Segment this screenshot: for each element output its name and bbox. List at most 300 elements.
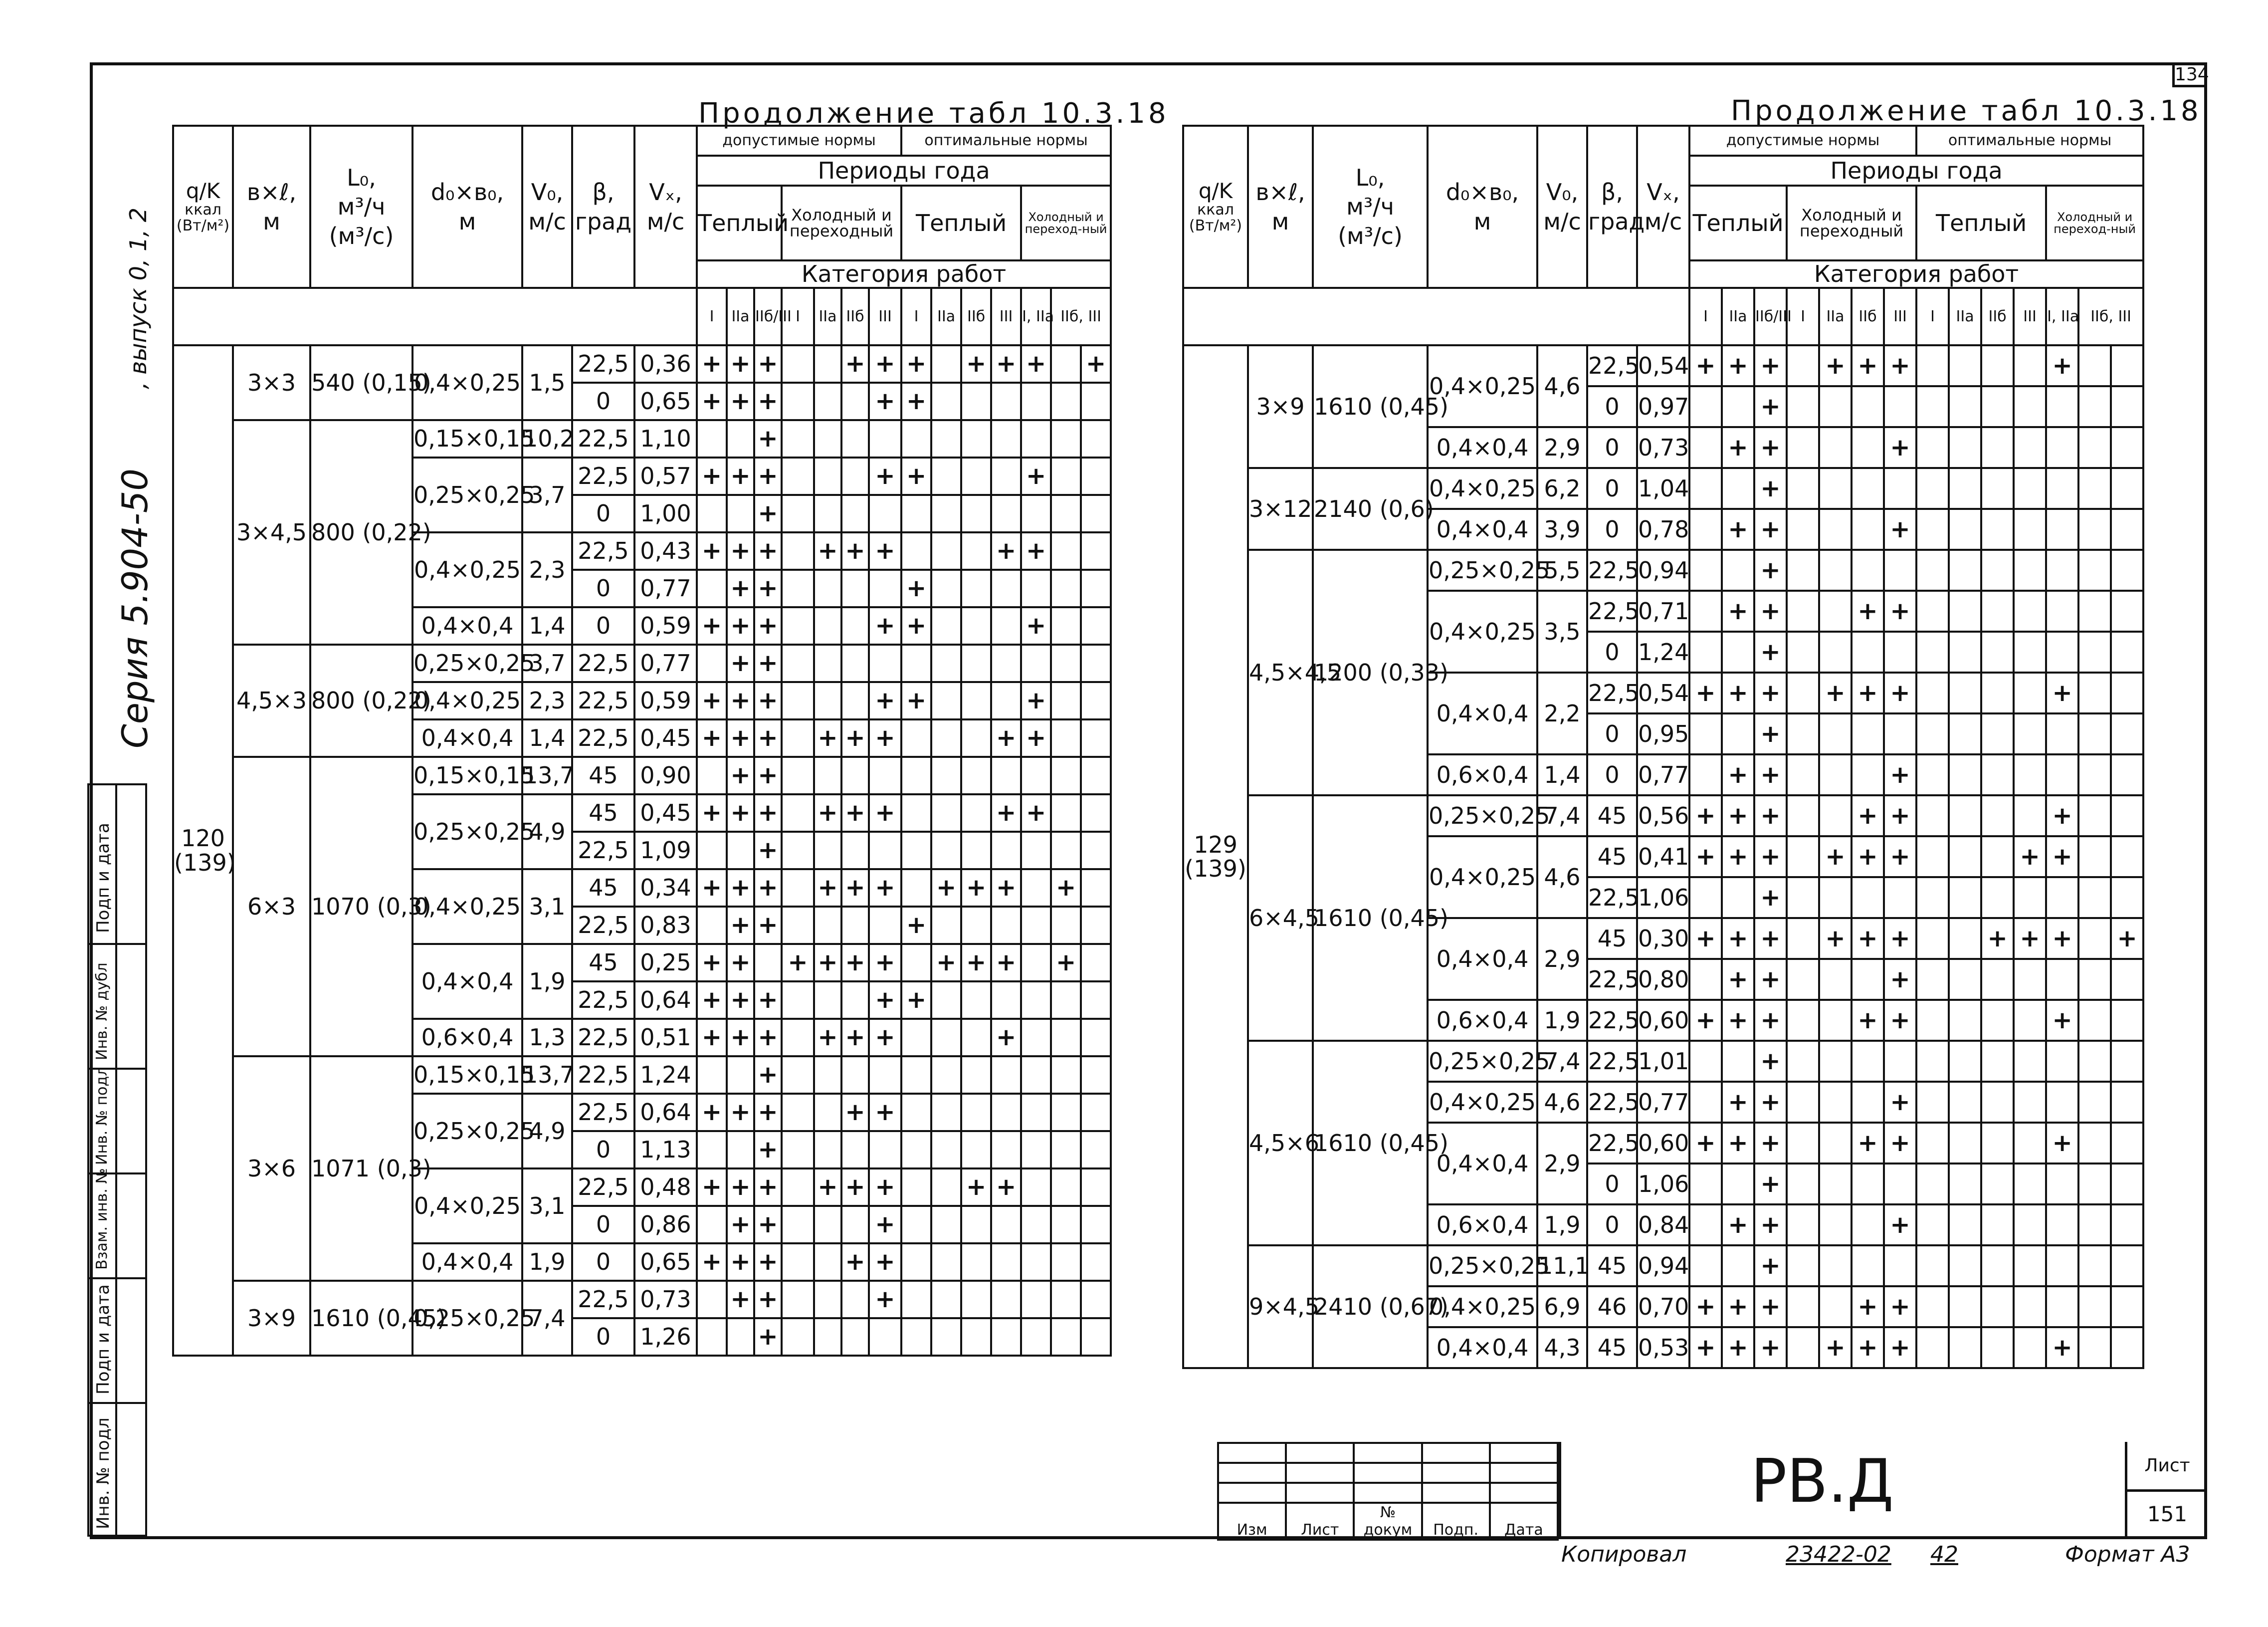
compliance-mark bbox=[961, 832, 991, 869]
table-row bbox=[1183, 550, 2143, 591]
compliance-mark bbox=[1916, 1082, 1949, 1123]
angle-cell: 46 bbox=[1587, 1286, 1637, 1327]
velocity0-cell: 2,3 bbox=[522, 682, 572, 719]
header-bl-part: м bbox=[263, 208, 280, 235]
compliance-mark bbox=[1916, 1245, 1949, 1286]
compliance-mark: + bbox=[869, 944, 901, 981]
compliance-mark: + bbox=[2046, 345, 2078, 386]
category-cell: I bbox=[1689, 288, 1722, 345]
compliance-mark: + bbox=[697, 383, 727, 420]
velocity0-cell: 1,9 bbox=[522, 944, 572, 1019]
compliance-mark bbox=[782, 345, 814, 383]
velocity0-cell: 4,9 bbox=[522, 794, 572, 869]
compliance-mark: + bbox=[1722, 795, 1754, 836]
compliance-mark bbox=[991, 907, 1021, 944]
compliance-mark bbox=[2078, 632, 2111, 673]
velocity-x-cell: 1,10 bbox=[634, 420, 697, 458]
compliance-mark bbox=[841, 1318, 869, 1356]
nozzle-cell: 0,4×0,25 bbox=[412, 345, 522, 420]
velocity-x-cell: 1,04 bbox=[1637, 468, 1689, 509]
compliance-mark bbox=[1852, 959, 1884, 1000]
angle-cell: 22,5 bbox=[572, 682, 634, 719]
nozzle-cell: 0,4×0,4 bbox=[412, 944, 522, 1019]
compliance-mark: + bbox=[869, 1168, 901, 1206]
compliance-mark bbox=[869, 1131, 901, 1168]
compliance-mark bbox=[1689, 959, 1722, 1000]
compliance-mark bbox=[991, 1131, 1021, 1168]
compliance-mark bbox=[2078, 591, 2111, 632]
compliance-mark bbox=[1051, 458, 1081, 495]
compliance-mark: + bbox=[1081, 345, 1111, 383]
angle-cell: 22,5 bbox=[1587, 673, 1637, 713]
compliance-mark bbox=[697, 1281, 727, 1318]
header-lo-part: (м³/с) bbox=[1338, 222, 1403, 249]
compliance-mark bbox=[2111, 1082, 2143, 1123]
compliance-mark: + bbox=[754, 1206, 782, 1243]
angle-cell: 0 bbox=[572, 1131, 634, 1168]
compliance-mark bbox=[1051, 1056, 1081, 1094]
compliance-mark bbox=[931, 719, 961, 757]
compliance-mark: + bbox=[1884, 673, 1916, 713]
compliance-mark bbox=[1916, 795, 1949, 836]
compliance-mark: + bbox=[727, 944, 754, 981]
compliance-mark bbox=[782, 495, 814, 532]
velocity-x-cell: 1,06 bbox=[1637, 1163, 1689, 1204]
velocity-x-cell: 0,60 bbox=[1637, 1000, 1689, 1041]
compliance-mark bbox=[1852, 1245, 1884, 1286]
compliance-mark bbox=[991, 1206, 1021, 1243]
velocity0-cell: 1,5 bbox=[522, 345, 572, 420]
corner-sheet-number: 134 bbox=[2172, 62, 2207, 87]
compliance-mark bbox=[814, 832, 841, 869]
compliance-mark bbox=[1021, 869, 1051, 907]
angle-cell: 0 bbox=[572, 1206, 634, 1243]
nozzle-cell: 0,25×0,25 bbox=[1428, 795, 1537, 836]
compliance-mark bbox=[1949, 1082, 1981, 1123]
compliance-mark bbox=[931, 458, 961, 495]
velocity-x-cell: 0,43 bbox=[634, 532, 697, 570]
compliance-mark bbox=[1852, 468, 1884, 509]
compliance-mark bbox=[2078, 918, 2111, 959]
compliance-mark: + bbox=[1884, 591, 1916, 632]
compliance-mark: + bbox=[901, 682, 931, 719]
compliance-mark: + bbox=[2046, 673, 2078, 713]
angle-cell: 22,5 bbox=[572, 719, 634, 757]
compliance-mark bbox=[1981, 795, 2014, 836]
drawing-code: РВ.Д bbox=[1751, 1447, 1894, 1516]
compliance-mark bbox=[2111, 836, 2143, 877]
compliance-mark bbox=[2046, 591, 2078, 632]
compliance-mark: + bbox=[727, 682, 754, 719]
compliance-mark: + bbox=[697, 682, 727, 719]
compliance-mark: + bbox=[869, 383, 901, 420]
table-row bbox=[1183, 345, 2143, 386]
compliance-mark bbox=[869, 420, 901, 458]
compliance-mark: + bbox=[727, 1168, 754, 1206]
compliance-mark bbox=[1081, 907, 1111, 944]
size-cell: 4,5×6 bbox=[1248, 1041, 1313, 1245]
compliance-mark: + bbox=[961, 345, 991, 383]
header-beta-part: град bbox=[575, 208, 632, 235]
compliance-mark: + bbox=[1689, 1327, 1722, 1368]
compliance-mark bbox=[1051, 1318, 1081, 1356]
compliance-mark bbox=[697, 495, 727, 532]
header-lo-part: L₀, bbox=[347, 164, 376, 192]
compliance-mark bbox=[1949, 591, 1981, 632]
compliance-mark: + bbox=[1754, 1082, 1787, 1123]
header-optimal: оптимальные нормы bbox=[901, 126, 1111, 156]
compliance-mark: + bbox=[2014, 836, 2046, 877]
compliance-mark: + bbox=[1021, 682, 1051, 719]
compliance-mark: + bbox=[754, 1094, 782, 1131]
compliance-mark bbox=[1051, 981, 1081, 1019]
compliance-mark bbox=[727, 420, 754, 458]
velocity-x-cell: 0,71 bbox=[1637, 591, 1689, 632]
compliance-mark: + bbox=[754, 1281, 782, 1318]
compliance-mark bbox=[2078, 1163, 2111, 1204]
compliance-mark bbox=[931, 1206, 961, 1243]
velocity0-cell: 4,9 bbox=[522, 1094, 572, 1168]
compliance-mark bbox=[1051, 1019, 1081, 1056]
compliance-mark: + bbox=[1021, 794, 1051, 832]
compliance-mark: + bbox=[1884, 1327, 1916, 1368]
compliance-mark bbox=[1689, 591, 1722, 632]
compliance-mark bbox=[2014, 1327, 2046, 1368]
compliance-mark bbox=[2046, 1245, 2078, 1286]
compliance-mark: + bbox=[841, 345, 869, 383]
compliance-mark bbox=[961, 794, 991, 832]
compliance-mark bbox=[1689, 1204, 1722, 1245]
compliance-mark bbox=[991, 1243, 1021, 1281]
header-dob-part: м bbox=[1473, 208, 1491, 235]
compliance-mark bbox=[961, 1281, 991, 1318]
airflow-cell: 1610 (0,45) bbox=[1313, 345, 1428, 468]
nozzle-cell: 0,4×0,4 bbox=[1428, 427, 1537, 468]
compliance-mark: + bbox=[754, 383, 782, 420]
compliance-mark bbox=[2014, 673, 2046, 713]
compliance-mark: + bbox=[1884, 1286, 1916, 1327]
compliance-mark bbox=[991, 757, 1021, 794]
compliance-mark bbox=[814, 495, 841, 532]
compliance-mark: + bbox=[1884, 1204, 1916, 1245]
compliance-mark bbox=[1021, 420, 1051, 458]
compliance-mark bbox=[961, 607, 991, 645]
compliance-mark bbox=[841, 907, 869, 944]
nozzle-cell: 0,4×0,4 bbox=[1428, 918, 1537, 1000]
compliance-mark bbox=[931, 420, 961, 458]
compliance-mark bbox=[901, 1131, 931, 1168]
compliance-mark bbox=[841, 1206, 869, 1243]
compliance-mark: + bbox=[1884, 1082, 1916, 1123]
compliance-mark bbox=[1916, 1163, 1949, 1204]
compliance-mark bbox=[1021, 981, 1051, 1019]
compliance-mark: + bbox=[697, 944, 727, 981]
category-cell: IIа bbox=[1819, 288, 1852, 345]
compliance-mark bbox=[1689, 550, 1722, 591]
compliance-mark bbox=[1819, 1286, 1852, 1327]
compliance-mark bbox=[901, 1094, 931, 1131]
compliance-mark: + bbox=[2014, 918, 2046, 959]
compliance-mark bbox=[2014, 959, 2046, 1000]
compliance-mark bbox=[1051, 607, 1081, 645]
compliance-mark bbox=[901, 719, 931, 757]
angle-cell: 0 bbox=[1587, 427, 1637, 468]
header-bl-part: в×ℓ, bbox=[246, 179, 297, 206]
signature-grid bbox=[1217, 1442, 1559, 1539]
angle-cell: 22,5 bbox=[572, 532, 634, 570]
compliance-mark bbox=[1949, 550, 1981, 591]
velocity-x-cell: 1,00 bbox=[634, 495, 697, 532]
velocity-x-cell: 0,34 bbox=[634, 869, 697, 907]
compliance-mark: + bbox=[814, 719, 841, 757]
velocity0-cell: 2,3 bbox=[522, 532, 572, 607]
header-lo-part: м³/ч bbox=[337, 193, 386, 221]
compliance-mark bbox=[931, 383, 961, 420]
velocity0-cell: 6,2 bbox=[1537, 468, 1587, 509]
q-value-cell bbox=[1183, 345, 1248, 1368]
compliance-mark bbox=[1819, 468, 1852, 509]
compliance-mark: + bbox=[754, 1318, 782, 1356]
compliance-mark bbox=[869, 907, 901, 944]
compliance-mark: + bbox=[869, 345, 901, 383]
compliance-mark bbox=[727, 1318, 754, 1356]
compliance-mark bbox=[1916, 1204, 1949, 1245]
compliance-mark bbox=[841, 645, 869, 682]
compliance-mark: + bbox=[1051, 944, 1081, 981]
compliance-mark bbox=[1884, 713, 1916, 754]
compliance-mark: + bbox=[901, 458, 931, 495]
compliance-mark bbox=[869, 570, 901, 607]
compliance-mark bbox=[2014, 713, 2046, 754]
compliance-mark: + bbox=[901, 345, 931, 383]
header-lo-part: (м³/с) bbox=[329, 222, 394, 249]
compliance-mark bbox=[1852, 427, 1884, 468]
compliance-mark: + bbox=[1051, 869, 1081, 907]
compliance-mark bbox=[782, 570, 814, 607]
compliance-mark bbox=[1021, 907, 1051, 944]
compliance-mark bbox=[2014, 468, 2046, 509]
angle-cell: 45 bbox=[572, 757, 634, 794]
compliance-mark bbox=[991, 458, 1021, 495]
compliance-mark bbox=[1981, 509, 2014, 550]
compliance-mark bbox=[901, 794, 931, 832]
airflow-cell: 1070 (0,3) bbox=[310, 757, 412, 1056]
compliance-mark bbox=[782, 1318, 814, 1356]
compliance-mark bbox=[2078, 877, 2111, 918]
compliance-mark bbox=[1949, 468, 1981, 509]
compliance-mark bbox=[782, 1243, 814, 1281]
compliance-mark bbox=[2046, 427, 2078, 468]
compliance-mark: + bbox=[697, 1168, 727, 1206]
compliance-mark: + bbox=[841, 1168, 869, 1206]
compliance-mark bbox=[1949, 1245, 1981, 1286]
angle-cell: 22,5 bbox=[1587, 1000, 1637, 1041]
compliance-mark bbox=[1916, 468, 1949, 509]
compliance-mark bbox=[2014, 427, 2046, 468]
velocity-x-cell: 0,73 bbox=[634, 1281, 697, 1318]
header-vo-part: м/с bbox=[1543, 208, 1581, 235]
compliance-mark bbox=[782, 532, 814, 570]
compliance-mark bbox=[782, 907, 814, 944]
nozzle-cell: 0,4×0,4 bbox=[412, 1243, 522, 1281]
header-cold-opt-text: Холодный и переход-ный bbox=[1025, 210, 1107, 236]
compliance-mark: + bbox=[814, 794, 841, 832]
compliance-mark bbox=[1852, 1082, 1884, 1123]
compliance-mark bbox=[961, 495, 991, 532]
compliance-mark: + bbox=[901, 907, 931, 944]
compliance-mark bbox=[841, 570, 869, 607]
compliance-mark bbox=[1981, 877, 2014, 918]
compliance-mark bbox=[2046, 1163, 2078, 1204]
nozzle-cell: 0,25×0,25 bbox=[412, 1094, 522, 1168]
compliance-mark bbox=[1722, 1163, 1754, 1204]
compliance-mark bbox=[1787, 386, 1819, 427]
compliance-mark bbox=[1916, 550, 1949, 591]
compliance-mark: + bbox=[754, 458, 782, 495]
table-row bbox=[1183, 1245, 2143, 1286]
compliance-mark: + bbox=[1021, 607, 1051, 645]
compliance-mark: + bbox=[727, 570, 754, 607]
compliance-mark: + bbox=[697, 981, 727, 1019]
compliance-mark: + bbox=[754, 1131, 782, 1168]
compliance-mark bbox=[1081, 570, 1111, 607]
compliance-mark bbox=[1021, 944, 1051, 981]
compliance-mark bbox=[2046, 1041, 2078, 1082]
compliance-mark bbox=[2046, 754, 2078, 795]
header-periods: Периоды года bbox=[1689, 156, 2143, 186]
compliance-mark: + bbox=[1754, 345, 1787, 386]
compliance-mark bbox=[1787, 1204, 1819, 1245]
compliance-mark bbox=[2014, 795, 2046, 836]
header-beta-part: β, bbox=[1601, 179, 1623, 206]
compliance-mark: + bbox=[1722, 1123, 1754, 1163]
compliance-mark bbox=[2111, 509, 2143, 550]
compliance-mark bbox=[1081, 1243, 1111, 1281]
compliance-mark bbox=[1981, 1163, 2014, 1204]
compliance-mark bbox=[961, 420, 991, 458]
table-row bbox=[173, 1281, 1111, 1318]
size-cell: 3×4,5 bbox=[233, 420, 310, 645]
nozzle-cell: 0,4×0,25 bbox=[1428, 468, 1537, 509]
compliance-mark bbox=[2111, 1245, 2143, 1286]
compliance-mark bbox=[1689, 713, 1722, 754]
compliance-mark bbox=[2111, 1041, 2143, 1082]
nozzle-cell: 0,4×0,25 bbox=[412, 682, 522, 719]
compliance-mark: + bbox=[697, 607, 727, 645]
sheet-number: 151 bbox=[2147, 1502, 2188, 1526]
compliance-mark bbox=[1689, 632, 1722, 673]
compliance-mark bbox=[1689, 877, 1722, 918]
compliance-mark bbox=[1852, 509, 1884, 550]
compliance-mark bbox=[931, 1168, 961, 1206]
table-row bbox=[1183, 1041, 2143, 1082]
compliance-mark bbox=[1787, 1082, 1819, 1123]
compliance-mark bbox=[2014, 1163, 2046, 1204]
compliance-mark bbox=[901, 1318, 931, 1356]
compliance-mark: + bbox=[1689, 795, 1722, 836]
angle-cell: 0 bbox=[1587, 1204, 1637, 1245]
velocity-x-cell: 0,94 bbox=[1637, 1245, 1689, 1286]
compliance-mark bbox=[1981, 1000, 2014, 1041]
compliance-mark: + bbox=[991, 869, 1021, 907]
airflow-cell: 1610 (0,45) bbox=[1313, 1041, 1428, 1245]
velocity-x-cell: 0,78 bbox=[1637, 509, 1689, 550]
compliance-mark bbox=[727, 495, 754, 532]
header-vx-part: м/с bbox=[646, 208, 685, 235]
table-row bbox=[173, 420, 1111, 458]
header-vx-part: Vₓ, bbox=[1647, 179, 1680, 206]
compliance-mark bbox=[1819, 1245, 1852, 1286]
angle-cell: 22,5 bbox=[1587, 1123, 1637, 1163]
compliance-mark bbox=[2014, 1041, 2046, 1082]
compliance-mark bbox=[931, 907, 961, 944]
compliance-mark bbox=[814, 1206, 841, 1243]
compliance-mark bbox=[782, 719, 814, 757]
compliance-mark: + bbox=[1819, 836, 1852, 877]
size-cell: 3×6 bbox=[233, 1056, 310, 1281]
compliance-mark bbox=[1081, 757, 1111, 794]
compliance-mark: + bbox=[1754, 1123, 1787, 1163]
compliance-mark bbox=[697, 645, 727, 682]
compliance-mark bbox=[841, 757, 869, 794]
category-cell: IIб bbox=[841, 288, 869, 345]
issue-label: , выпуск 0, 1, 2 bbox=[125, 208, 152, 389]
category-cell: IIб/III bbox=[1754, 288, 1787, 345]
category-cell: IIб/III bbox=[754, 288, 782, 345]
angle-cell: 22,5 bbox=[1587, 1082, 1637, 1123]
nozzle-cell: 0,4×0,4 bbox=[1428, 673, 1537, 754]
header-category: Категория работ bbox=[1689, 260, 2143, 288]
compliance-mark bbox=[1081, 607, 1111, 645]
compliance-mark bbox=[782, 383, 814, 420]
velocity-x-cell: 0,77 bbox=[634, 570, 697, 607]
compliance-mark bbox=[931, 757, 961, 794]
category-cell: I, IIа bbox=[1021, 288, 1051, 345]
compliance-mark bbox=[1787, 959, 1819, 1000]
compliance-mark bbox=[931, 1094, 961, 1131]
header-dob-part: d₀×в₀, bbox=[1445, 179, 1519, 206]
compliance-mark bbox=[991, 570, 1021, 607]
category-cell: I bbox=[697, 288, 727, 345]
header-cold bbox=[782, 186, 901, 260]
compliance-mark bbox=[931, 981, 961, 1019]
compliance-mark: + bbox=[754, 832, 782, 869]
compliance-mark bbox=[1021, 1281, 1051, 1318]
compliance-mark: + bbox=[782, 944, 814, 981]
compliance-mark: + bbox=[1754, 1163, 1787, 1204]
compliance-mark bbox=[1051, 1168, 1081, 1206]
compliance-mark bbox=[1916, 591, 1949, 632]
compliance-mark: + bbox=[1722, 959, 1754, 1000]
compliance-mark bbox=[1722, 550, 1754, 591]
size-cell: 9×4,5 bbox=[1248, 1245, 1313, 1368]
compliance-mark bbox=[2111, 877, 2143, 918]
compliance-mark bbox=[961, 383, 991, 420]
stamp-label: Подп и дата bbox=[93, 823, 113, 933]
compliance-mark bbox=[2111, 795, 2143, 836]
compliance-mark: + bbox=[814, 869, 841, 907]
velocity0-cell: 3,1 bbox=[522, 1168, 572, 1243]
compliance-mark bbox=[931, 645, 961, 682]
left-table-caption: Продолжение табл 10.3.18 bbox=[698, 97, 1169, 130]
compliance-mark bbox=[841, 458, 869, 495]
compliance-mark: + bbox=[754, 794, 782, 832]
compliance-mark bbox=[1051, 832, 1081, 869]
compliance-mark: + bbox=[1852, 1327, 1884, 1368]
airflow-cell: 800 (0,22) bbox=[310, 645, 412, 757]
compliance-mark: + bbox=[1852, 1123, 1884, 1163]
compliance-mark bbox=[869, 832, 901, 869]
